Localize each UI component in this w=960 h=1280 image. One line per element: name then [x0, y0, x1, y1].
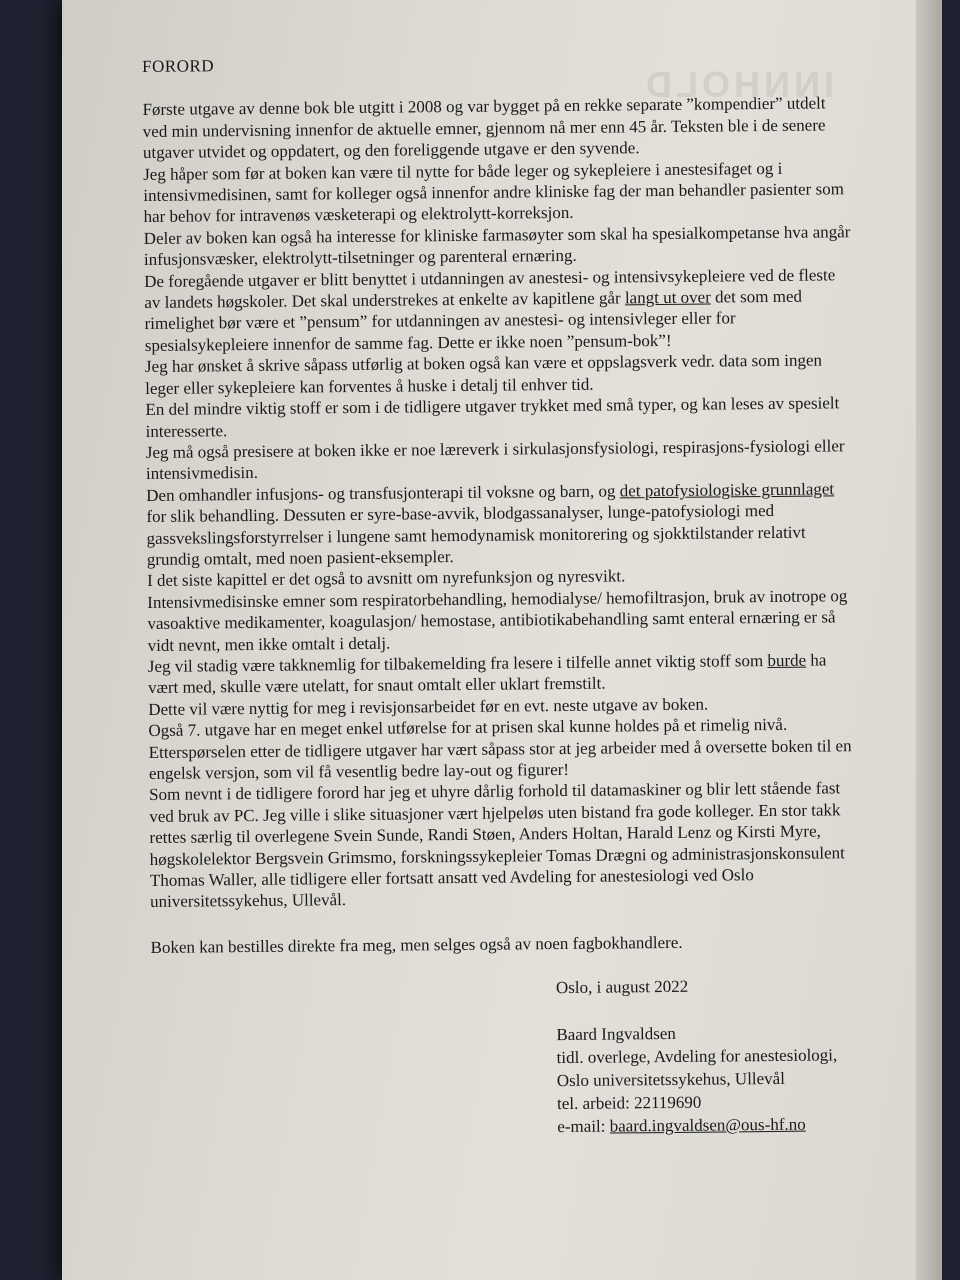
order-note: Boken kan bestilles direkte fra meg, men selges også av noen fagbokhandlere.: [150, 932, 683, 957]
paragraph: I det siste kapittel er det også to avsnitt om nyrefunksjon og nyresvikt.: [146, 566, 626, 591]
paragraph: Jeg håper som før at boken kan være til nytte for både leger og sykepleiere i anestesifaget og i intensivmedisinen, samt for kolleger også innenfor andre kliniske fag der man behandler pasienter som har behov for intravenøs væsketerapi og elektrolytt-korreksjon.: [143, 158, 844, 227]
text-run: det som med rimelighet bør være et ”pensum” for utdanningen av anestesi- og intensivleger eller for spesialsykepleiere innenfor de samme fag. Dette er ikke noen ”pensum-bok”!: [144, 286, 803, 355]
paragraph: Som nevnt i de tidligere forord har jeg et uhyre dårlig forhold til datamaskiner og blir lett stående fast ved bruk av PC. Jeg ville i slike situasjoner vært hjelpeløs uten bistand fra gode kolleger. En stor takk rettes særlig til overlegene Svein Sunde, Randi Støen, Anders Holtan, Harald Lenz og Kirsti Myre, høgskolelektor Bergsvein Grimsmo, forskningssykepleier Tomas Drægni og administrasjonskonsulent Thomas Waller, alle tidligere eller fortsatt ansatt ved Avdeling for anestesiologi ved Oslo universitetssykehus, Ullevål.: [149, 778, 845, 912]
paragraph: Første utgave av denne bok ble utgitt i 2008 og var bygget på en rekke separate ”kompendier” utdelt ved min undervisning innenfor de aktuelle emner, gjennom nå mer enn 45 år. Teksten ble i de senere utgaver utvidet og oppdatert, og den foreliggende utgave er den syvende.: [142, 93, 826, 163]
author-institution: Oslo universitetssykehus, Ullevål: [556, 1069, 785, 1091]
paragraph: Dette vil være nyttig for meg i revisjonsarbeidet før en evt. neste utgave av boken.: [148, 694, 709, 719]
foreword-body: [142, 93, 860, 913]
paragraph: Deler av boken kan også ha interesse for kliniske farmasøyter som skal ha spesialkompetanse hva angår infusjonsvæsker, elektrolytt-tilsetninger og parenteral ernæring.: [143, 222, 851, 270]
text-run: ha vært med, skulle være utelatt, for snaut omtalt eller uklart fremstilt.: [147, 650, 827, 698]
paragraph: Også 7. utgave har en meget enkel utførelse for at prisen skal kunne holdes på et rimelig nivå. Etterspørselen etter de tidligere utgaver har vært såpass stor at jeg arbeider med å oversette boken til en engelsk versjon, som vil få vesentlig bedre lay-out og figurer!: [148, 715, 852, 783]
text-run: for slik behandling. Dessuten er syre-base-avvik, blodgassanalyser, lunge-patofysiologi med gassvekslingsforstyrrelser i lungene samt hemodynamisk monitorering og sjokktilstander relativt grundig omtalt, med noen pasient-eksempler.: [146, 501, 806, 569]
page-title: FORORD: [142, 56, 215, 76]
foreword-text: [142, 49, 862, 1142]
text-run: Jeg vil stadig være takknemlig for tilbakemelding fra lesere i tilfelle annet viktig stoff som: [147, 650, 768, 676]
text-run: Den omhandler infusjons- og transfusjonterapi til voksne og barn, og: [146, 481, 620, 505]
text-run: De foregående utgaver er blitt benyttet i utdanningen av anestesi- og intensivsykepleiere ved de fleste av landets høgskoler. Det skal understrekes at enkelte av kapitlene går: [144, 265, 836, 313]
paragraph: [148, 649, 858, 699]
page-edge: [916, 0, 942, 1280]
underlined-text: burde: [767, 650, 807, 670]
place-date: Oslo, i august 2022: [555, 977, 689, 998]
paragraph: Jeg må også presisere at boken ikke er noe læreverk i sirkulasjonsfysiologi, respirasjons-fysiologi eller intensivmedisin.: [145, 436, 845, 484]
paragraph: [146, 478, 857, 570]
underlined-text: langt ut over: [624, 287, 711, 308]
signature-block: [556, 973, 863, 1138]
paragraph: [144, 264, 855, 356]
underlined-text: det patofysiologiske grunnlaget: [619, 479, 835, 501]
author-title: tidl. overlege, Avdeling for anestesiologi,: [556, 1045, 838, 1068]
author-name: Baard Ingvaldsen: [556, 1024, 676, 1045]
bleed-through-heading: INNHOLD: [642, 64, 834, 105]
paragraph: Intensivmedisinske emner som respiratorbehandling, hemodialyse/ hemofiltrasjon, bruk av inotrope og vasoaktive medikamenter, koagulasjon/ hemostase, antibiotikabehandling samt enteral ernæring er så vidt nevnt, men ikke omtalt i detalj.: [147, 586, 848, 655]
author-phone: tel. arbeid: 22119690: [556, 1092, 702, 1114]
paragraph: En del mindre viktig stoff er som i de tidligere utgaver trykket med små typer, og kan leses av spesielt interesserte.: [145, 393, 840, 441]
email-label: e-mail:: [557, 1116, 610, 1137]
email-link[interactable]: baard.ingvaldsen@ous-hf.no: [609, 1114, 806, 1136]
author-email-line: [557, 1112, 862, 1138]
paragraph: Jeg har ønsket å skrive såpass utførlig at boken også kan være et oppslagsverk vedr. data som ingen leger eller sykepleiere kan forventes å huske i detalj til enhver tid.: [144, 350, 823, 398]
